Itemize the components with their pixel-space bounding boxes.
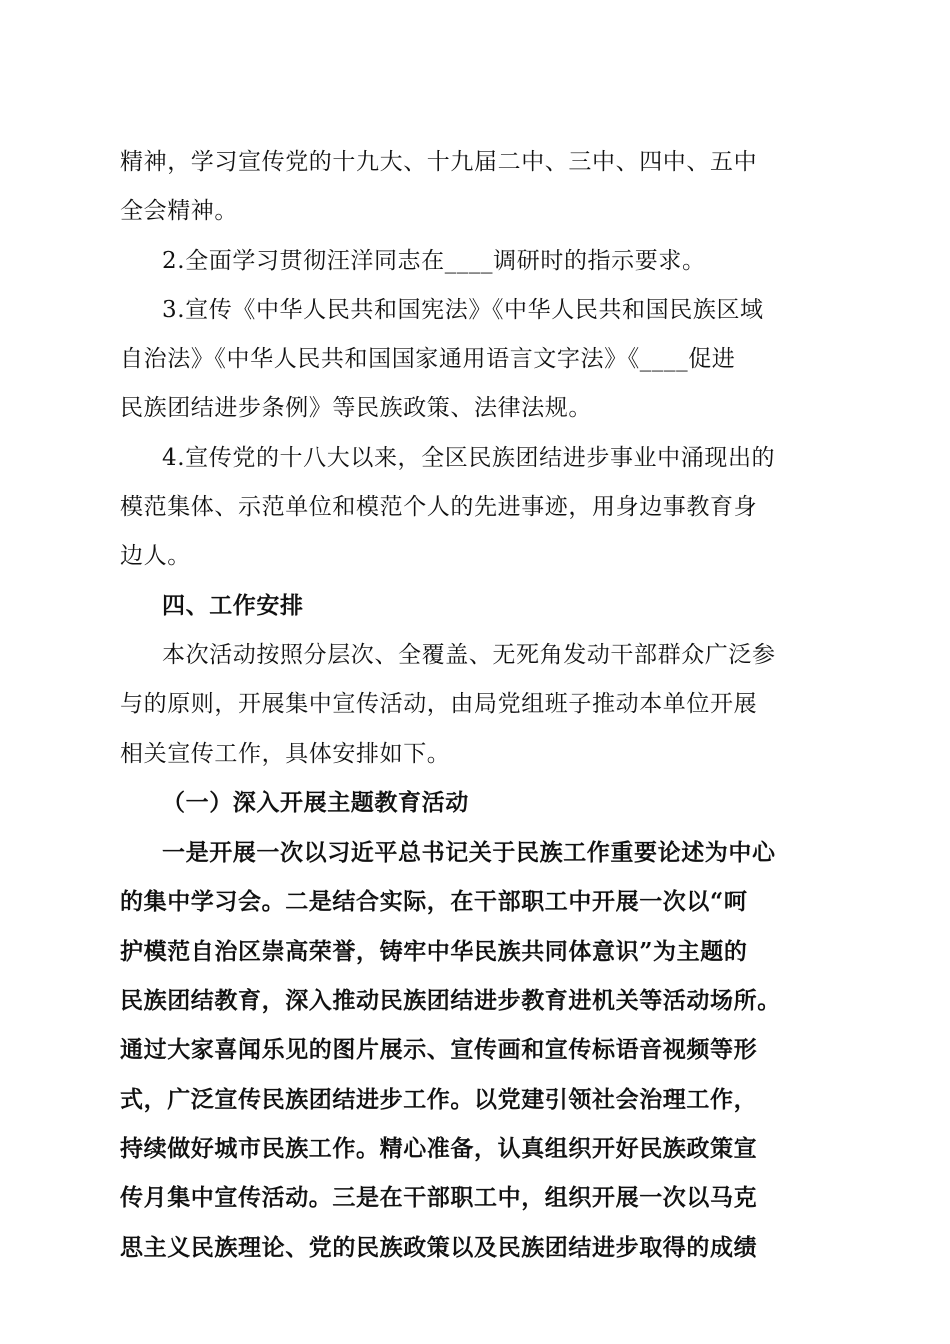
list-item-3: 3.宣传《中华人民共和国宪法》《中华人民共和国民族区域: [162, 296, 764, 323]
body-line: 民族团结进步条例》等民族政策、法律法规。: [120, 395, 592, 422]
paragraph-start: 本次活动按照分层次、全覆盖、无死角发动干部群众广泛参: [162, 641, 776, 668]
body-line: 的集中学习会。二是结合实际，在干部职工中开展一次以“呵: [120, 888, 748, 916]
list-item-4: 4.宣传党的十八大以来，全区民族团结进步事业中涌现出的: [162, 444, 776, 471]
body-line: 民族团结教育，深入推动民族团结进步教育进机关等活动场所。: [120, 987, 781, 1015]
paragraph-start: 一是开展一次以习近平总书记关于民族工作重要论述为中心: [162, 839, 776, 867]
document-body: [120, 138, 840, 1272]
body-line: 模范集体、示范单位和模范个人的先进事迹，用身边事教育身: [120, 494, 758, 521]
body-line: 自治法》《中华人民共和国国家通用语言文字法》《____促进: [120, 346, 736, 373]
body-line: 式，广泛宣传民族团结进步工作。以党建引领社会治理工作，: [120, 1085, 758, 1113]
body-line: 传月集中宣传活动。三是在干部职工中，组织开展一次以马克: [120, 1184, 758, 1212]
sub-heading: （一）深入开展主题教育活动: [162, 789, 469, 816]
body-line: 思主义民族理论、党的民族政策以及民族团结进步取得的成绩: [120, 1233, 758, 1261]
body-line: 持续做好城市民族工作。精心准备，认真组织开好民族政策宣: [120, 1134, 758, 1162]
body-line: 与的原则，开展集中宣传活动，由局党组班子推动本单位开展: [120, 691, 758, 718]
body-line: 通过大家喜闻乐见的图片展示、宣传画和宣传标语音视频等形: [120, 1036, 758, 1064]
body-line: 全会精神。: [120, 198, 238, 225]
body-line: 相关宣传工作，具体安排如下。: [120, 740, 451, 767]
body-line: 边人。: [120, 543, 191, 570]
body-line: 护模范自治区崇高荣誉，铸牢中华民族共同体意识”为主题的: [120, 937, 748, 965]
list-item-2: 2.全面学习贯彻汪洋同志在____调研时的指示要求。: [162, 247, 706, 274]
section-heading: 四、工作安排: [162, 592, 304, 619]
body-line: 精神，学习宣传党的十九大、十九届二中、三中、四中、五中: [120, 149, 758, 175]
